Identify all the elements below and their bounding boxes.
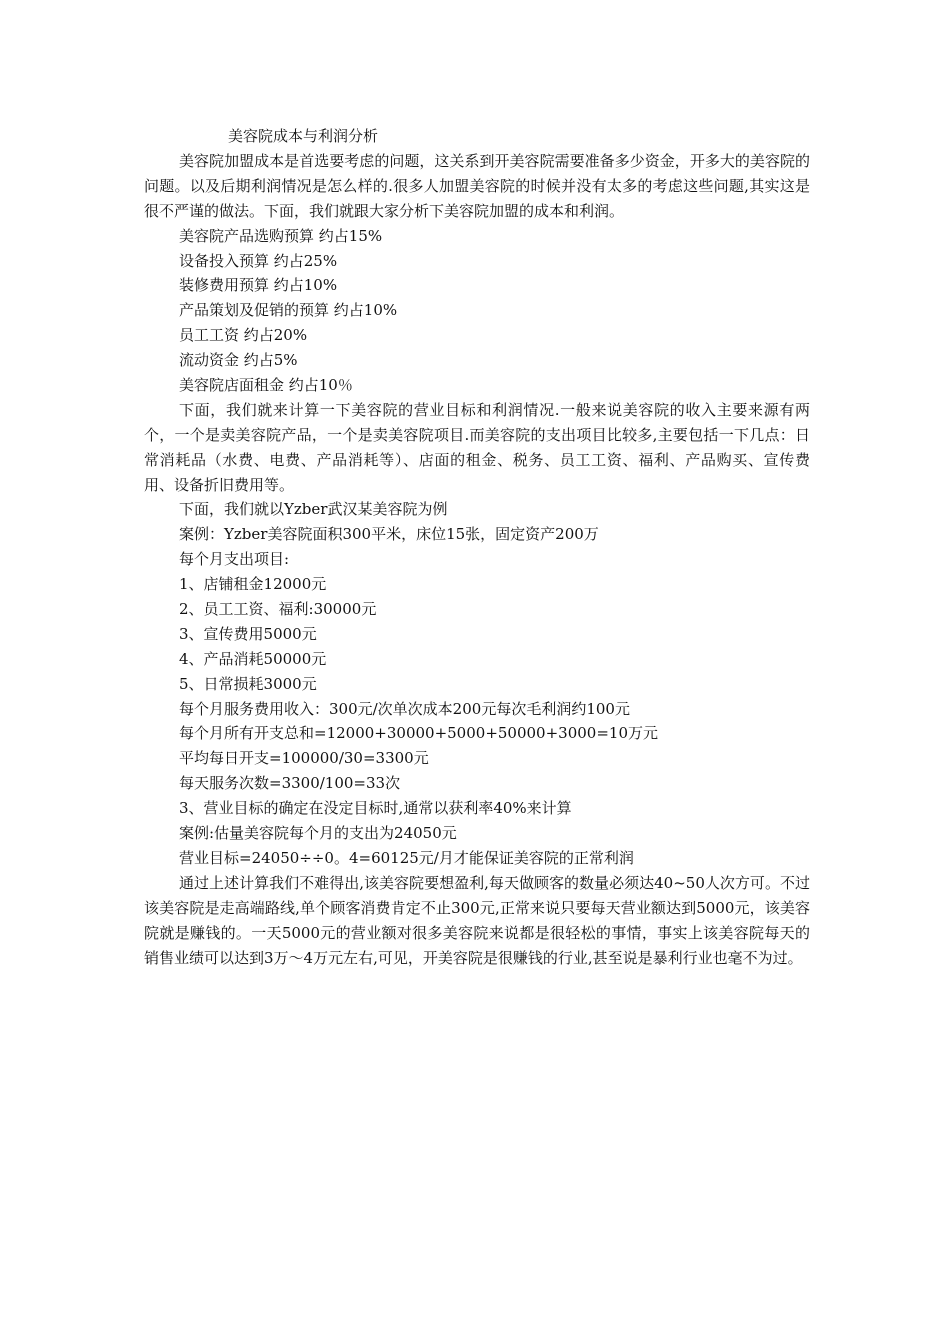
budget-item: 员工工资 约占20% [179,326,308,345]
income-paragraph: 下面，我们就来计算一下美容院的营业目标和利润情况.一般来说美容院的收入主要来源有两个，一个是卖美容院产品，一个是卖美容院项目.而美容院的支出项目比较多,主要包括一下几点：日常消耗品（水费、电费、产品消耗等）、店面的租金、税务、员工工资、福利、产品购买、宣传费用、设备折旧费用等。 [144,400,810,494]
budget-item: 美容院产品选购预算 约占15% [179,226,383,245]
document-title: 美容院成本与利润分析 [228,127,379,145]
case-line: 5、日常损耗3000元 [179,674,317,693]
intro-paragraph: 美容院加盟成本是首选要考虑的问题，这关系到开美容院需要准备多少资金，开多大的美容院的问题。以及后期利润情况是怎么样的.很多人加盟美容院的时候并没有太多的考虑这些问题,其实这是很不严谨的做法。下面，我们就跟大家分析下美容院加盟的成本和利润。 [144,151,810,220]
budget-item: 设备投入预算 约占25% [179,251,338,270]
case-line: 每个月支出项目: [179,550,290,569]
budget-list [144,224,810,398]
case-line: 每天服务次数=3300/100=33次 [179,774,401,793]
case-list [144,497,810,870]
case-line: 每个月所有开支总和=12000+30000+5000+50000+3000=10万元 [179,724,658,743]
budget-item: 产品策划及促销的预算 约占10% [179,301,398,320]
case-line: 4、产品消耗50000元 [179,649,327,668]
case-line: 营业目标=24050÷÷0。4=60125元/月才能保证美容院的正常利润 [179,848,634,867]
budget-item: 装修费用预算 约占10% [179,276,338,295]
conclusion-paragraph: 通过上述计算我们不难得出,该美容院要想盈利,每天做顾客的数量必须达40~50人次方可。不过该美容院是走高端路线,单个顾客消费肯定不止300元,正常来说只要每天营业额达到5000元，该美容院就是赚钱的。一天5000元的营业额对很多美容院来说都是很轻松的事情，事实上该美容院每天的销售业绩可以达到3万～4万元左右,可见，开美容院是很赚钱的行业,甚至说是暴利行业也毫不为过。 [144,873,810,967]
case-line: 每个月服务费用收入：300元/次单次成本200元每次毛利润约100元 [179,699,630,718]
document-page [144,124,810,970]
case-line: 下面，我们就以Yzber武汉某美容院为例 [179,500,448,519]
case-line: 案例:估量美容院每个月的支出为24050元 [179,824,457,843]
budget-item: 流动资金 约占5% [179,351,298,370]
case-line: 2、员工工资、福利:30000元 [179,600,377,619]
case-line: 1、店铺租金12000元 [179,575,327,594]
budget-item: 美容院店面租金 约占10％ [179,375,353,394]
case-line: 3、宣传费用5000元 [179,624,317,643]
case-line: 平均每日开支=100000/30=3300元 [179,749,429,768]
case-line: 3、营业目标的确定在没定目标时,通常以获利率40%来计算 [179,799,572,818]
case-line: 案例：Yzber美容院面积300平米，床位15张，固定资产200万 [179,525,599,544]
